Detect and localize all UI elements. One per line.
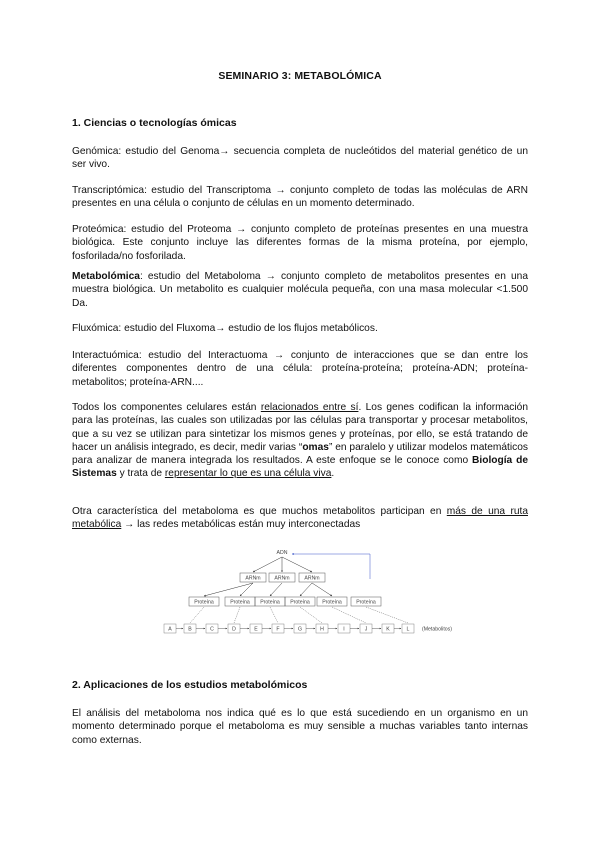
text-run: . xyxy=(331,468,335,480)
metabolite-label: F xyxy=(276,626,280,633)
paragraph-genomica: Genómica: estudio del Genoma→ secuencia completa de nucleótidos del material genético de un ser vivo. xyxy=(72,146,528,171)
dna-label: ADN xyxy=(276,550,288,556)
text-run: . Los genes codifican la información para las proteínas, las cuales son utilizadas por las células para transportar y procesar metabolitos, que a su vez se utilizan para sintetizar los mismos genes y proteínas, por ello, se está tratando de hacer un análisis integrado, es decir, medir varias “ xyxy=(72,402,528,453)
metabolite-label: A xyxy=(168,626,172,633)
protein-label: Proteína xyxy=(230,599,250,606)
protein-to-metabolite-link xyxy=(366,607,408,623)
text-run: Otra característica del metaboloma es que muchos metabolitos participan en xyxy=(72,506,447,517)
metabolites-side-label: (Metabolitos) xyxy=(422,626,452,633)
protein-label: Proteína xyxy=(194,599,214,606)
protein-label: Proteína xyxy=(356,599,376,606)
paragraph-transcriptomica: Transcriptómica: estudio del Transcriptoma → conjunto completo de todas las moléculas de ARN presentes en una célula o conjunto de células en un momento determinado. xyxy=(72,185,528,210)
metabolomica-definition: : estudio del Metaboloma → conjunto completo de metabolitos presentes en una muestra biológica. Un metabolito es cualquier molécula pequeña, con una masa molecular <1.500 Da. xyxy=(72,271,528,309)
protein-label: Proteína xyxy=(260,599,280,606)
metabolite-label: E xyxy=(254,626,258,633)
metabolite-label: J xyxy=(364,626,368,633)
text-run: y trata de xyxy=(116,468,165,480)
dna-to-arnm-arrow xyxy=(253,557,282,572)
metabolite-label: L xyxy=(406,626,410,633)
metabolite-label: C xyxy=(210,626,214,633)
underline-ruta-metabolica: más de una ruta metabólica xyxy=(72,506,528,531)
text-run: → las redes metabólicas están muy interconectadas xyxy=(121,519,361,531)
dna-to-arnm-arrow xyxy=(282,557,312,572)
term-metabolomica: Metabolómica xyxy=(72,271,140,282)
paragraph-metabolomica xyxy=(72,270,528,310)
protein-to-metabolite-link xyxy=(234,607,240,623)
page-title: SEMINARIO 3: METABOLÓMICA xyxy=(218,70,382,82)
arnm-to-protein-arrow xyxy=(312,583,332,596)
protein-label: Proteína xyxy=(322,599,342,606)
protein-to-metabolite-link xyxy=(190,607,204,623)
underline-relacionados: relacionados entre sí xyxy=(260,402,359,413)
protein-to-metabolite-link xyxy=(300,607,322,623)
protein-to-metabolite-link xyxy=(270,607,278,623)
text-run: ” en paralelo y utilizar modelos matemáticos para analizar de manera integrada los resultados. A este enfoque se le conoce como xyxy=(72,441,528,467)
underline-celula-viva: representar lo que es una célula viva xyxy=(164,468,332,480)
paragraph-interactuomica: Interactuómica: estudio del Interactuoma → conjunto de interacciones que se dan entre los diferentes componentes dentro de una célula: proteína-proteína; proteína-ADN; proteína-metabolitos; proteína-ARN.... xyxy=(72,350,528,388)
paragraph-aplicaciones: El análisis del metaboloma nos indica qué es lo que está sucediendo en un organismo en un momento determinado porque el metaboloma es muy sensible a muchas variables tanto internas como externas. xyxy=(72,708,528,746)
paragraph-componentes xyxy=(72,401,528,481)
term-omas: omas xyxy=(302,441,329,453)
protein-to-metabolite-link xyxy=(332,607,366,623)
paragraph-fluxomica: Fluxómica: estudio del Fluxoma→ estudio de los flujos metabólicos. xyxy=(72,323,378,334)
metabolite-label: B xyxy=(188,626,192,633)
paragraph-proteomica: Proteómica: estudio del Proteoma → conjunto completo de proteínas presentes en una muestra biológica. Este conjunto incluye las diferentes formas de la misma proteína, por ejemplo, fosforilada/no fosforilada. xyxy=(72,224,528,262)
omics-network-diagram xyxy=(160,545,452,650)
arnm-to-protein-arrow xyxy=(204,583,253,596)
arnm-to-protein-arrow xyxy=(270,583,282,596)
protein-label: Proteína xyxy=(290,599,310,606)
arnm-label: ARNm xyxy=(245,575,261,582)
section-2-heading: 2. Aplicaciones de los estudios metabolómicos xyxy=(72,679,308,691)
metabolite-label: I xyxy=(343,626,345,633)
term-biologia-sistemas: Biología de Sistemas xyxy=(72,455,528,480)
metabolite-label: G xyxy=(297,626,303,633)
arnm-to-protein-arrow xyxy=(300,583,312,596)
metabolite-label: H xyxy=(320,626,324,633)
text-run: Todos los componentes celulares están xyxy=(72,402,261,413)
section-1-heading: 1. Ciencias o tecnologías ómicas xyxy=(72,117,237,129)
metabolite-label: D xyxy=(232,626,236,633)
arnm-label: ARNm xyxy=(304,575,320,582)
metabolite-label: K xyxy=(386,626,390,633)
arnm-label: ARNm xyxy=(274,575,290,582)
paragraph-metaboloma xyxy=(72,505,528,532)
